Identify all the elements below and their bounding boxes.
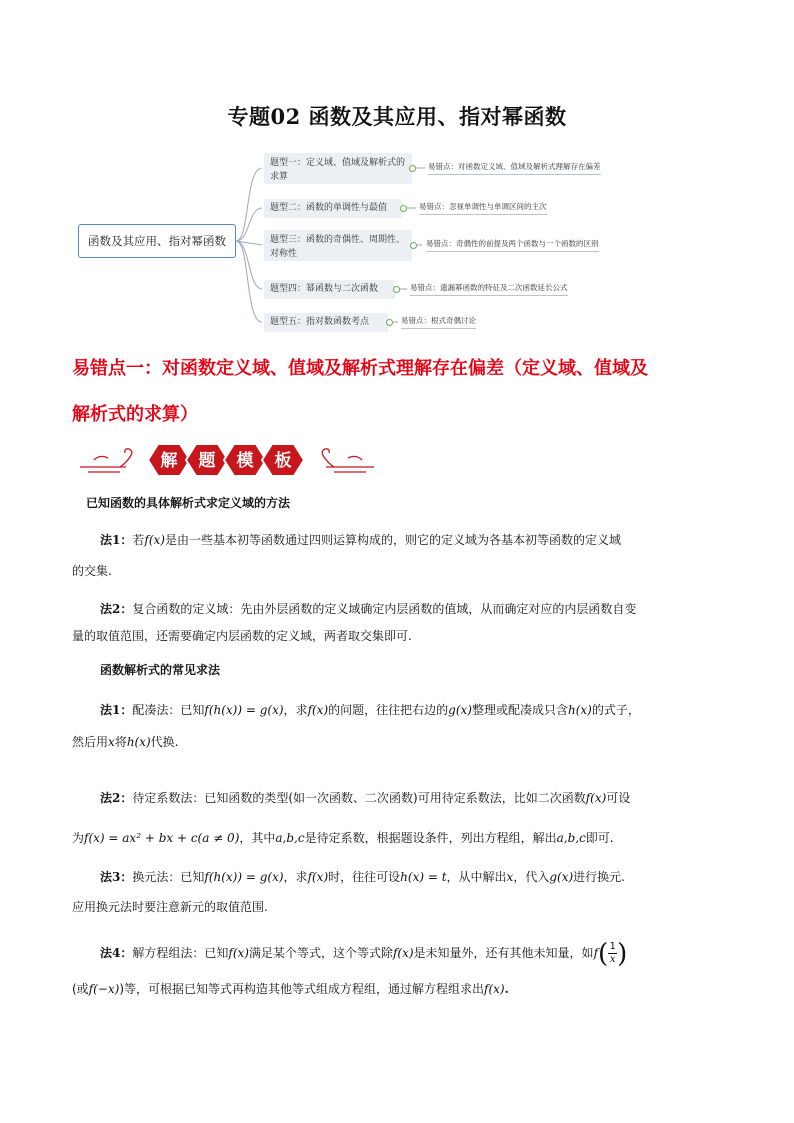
mindmap-root: 函数及其应用、指对幂函数 (78, 224, 236, 258)
mindmap-branch-3: 题型三：函数的奇偶性、周期性、对称性 (264, 230, 412, 261)
mindmap-tip-2: 易错点：忽视单调性与单调区间的主次 (419, 201, 547, 215)
analytic-method-4-paragraph: 法4：解方程组法：已知f(x)满足某个等式，这个等式除f(x)是未知量外，还有其他未知量，如f( $\frac{1}{x}$ ) (或f(−x))等，可根据已知等式再构造其他等式组成方程组，通过解方程组求出f(x). (72, 938, 628, 996)
banner-char-4: 板 (274, 451, 292, 471)
mindmap-tip-3: 易错点：奇偶性的前提及两个函数与一个函数的区别 (426, 238, 599, 252)
method-label: 法1： (100, 533, 133, 547)
analytic-method-2-paragraph: 法2：待定系数法：已知函数的类型(如一次函数、二次函数)可用待定系数法，比如二次函数f(x)可设 为f(x) = ax² + bx + c(a ≠ 0)，其中a,b,c是待定系数，根据题设条件，列出方程组，解出a,b,c即可. (72, 791, 631, 845)
subheading-domain-methods: 已知函数的具体解析式求定义域的方法 (86, 496, 291, 510)
mindmap-branch-1: 题型一：定义域、值域及解析式的求算 (264, 153, 412, 184)
banner-char-1: 解 (160, 451, 178, 471)
mindmap-tip-5: 易错点：根式奇偶讨论 (401, 315, 476, 329)
subheading-analytic-methods: 函数解析式的常见求法 (100, 663, 221, 677)
method-1-paragraph: 法1：若f(x)是由一些基本初等函数通过四则运算构成的，则它的定义域为各基本初等函数的定义域 的交集. (72, 533, 621, 578)
collapse-dot-icon (410, 242, 417, 249)
mindmap-tip-4: 易错点：遗漏幂函数的特征及二次函数延长公式 (410, 282, 568, 296)
analytic-method-3-paragraph: 法3：换元法：已知f(h(x)) = g(x)，求f(x)时，往往可设h(x) = t，从中解出x，代入g(x)进行换元. 应用换元法时要注意新元的取值范围. (72, 870, 625, 914)
section-heading-line-1: 易错点一：对函数定义域、值域及解析式理解存在偏差（定义域、值域及 (72, 358, 648, 379)
method-2-paragraph: 法2：复合函数的定义域：先由外层函数的定义域确定内层函数的值域，从而确定对应的内层函数自变 量的取值范围，还需要确定内层函数的定义域，两者取交集即可. (72, 602, 637, 643)
collapse-dot-icon (409, 165, 416, 172)
collapse-dot-icon (386, 319, 393, 326)
collapse-dot-icon (393, 286, 400, 293)
collapse-dot-icon (400, 205, 407, 212)
mindmap-branch-2: 题型二：函数的单调性与最值 (264, 199, 402, 218)
banner-char-2: 题 (198, 451, 216, 471)
page-title: 专题02 函数及其应用、指对幂函数 (227, 104, 567, 129)
section-heading-line-2: 解析式的求算） (72, 404, 198, 425)
method-label: 法2： (100, 602, 133, 616)
analytic-method-1-paragraph: 法1：配凑法：已知f(h(x)) = g(x)，求f(x)的问题，往往把右边的g(x)整理或配凑成只含h(x)的式子， 然后用x将h(x)代换. (72, 703, 640, 749)
solution-template-banner (80, 436, 380, 484)
fraction-1-over-x: $\frac{1}{x}$ (609, 941, 616, 965)
mindmap-tip-1: 易错点：对函数定义域、值域及解析式理解存在偏差 (428, 161, 601, 175)
mindmap-branch-4: 题型四：幂函数与二次函数 (264, 280, 395, 299)
section-heading (72, 346, 732, 438)
mindmap-branch-5: 题型五：指对数函数考点 (264, 313, 388, 332)
banner-char-3: 模 (236, 451, 254, 471)
